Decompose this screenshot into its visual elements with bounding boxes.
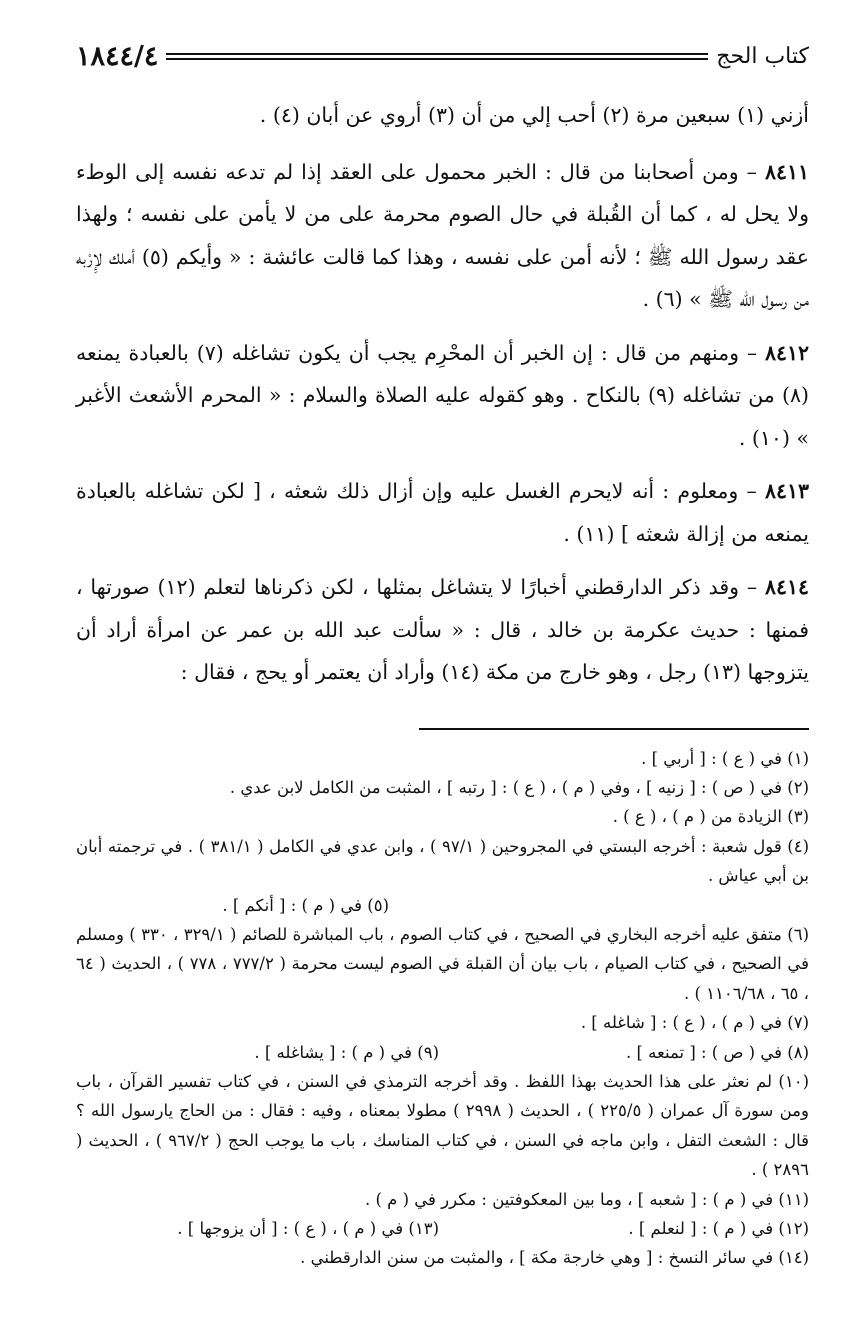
paragraph-8413 (76, 470, 809, 555)
footnote-7: (٧) في ( م ) ، ( ع ) : [ شاغله ] . (580, 1013, 809, 1033)
footnote-10: (١٠) لم نعثر على هذا الحديث بهذا اللفظ . وقد أخرجه الترمذي في السنن ، في كتاب تفسير القرآن ، باب ومن سورة آل عمران ( ٢٢٥/٥ ) ، الحديث ( ٢٩٩٨ ) مطولا بمعناه ، وفيه : فقال : من الحاج يارسول الله ؟ قال : الشعث التفل ، وابن ماجه في السنن ، في كتاب المناسك ، باب ما يوجب الحج ( ٩٦٧/٢ ) ، الحديث ( ٢٨٩٦ ) . (76, 1071, 809, 1180)
paragraph-continuation (76, 94, 809, 137)
paragraph-text: – ومن أصحابنا من قال : الخبر محمول على العقد إذا لم تدعه نفسه إلى الوطء ولا يحل له ، كما أن القُبلة في حال الصوم محرمة على من لا يأمن على نفسه ؛ ولهذا عقد رسول الله ﷺ ؛ لأنه أمن على نفسه ، وهذا كما قالت عائشة : « وأيكم (٥) أملك لإِرْبه من رسول الله ﷺ » (٦) . (76, 159, 809, 311)
footnote-5: (٥) في ( م ) : [ أنكم ] . (222, 895, 389, 915)
paragraph-8411 (76, 151, 809, 321)
footnote-13: (١٣) في ( م ) ، ( ع ) : [ أن يزوجها ] . (177, 1219, 439, 1238)
footnote-14: (١٤) في سائر النسخ : [ وهي خارجة مكة ] ، والمثبت من سنن الدارقطني . (300, 1248, 809, 1268)
paragraph-number: ٨٤١٢ (764, 340, 809, 365)
page-header (76, 38, 809, 74)
footnote-row-7 (76, 1008, 809, 1037)
footnote-separator (419, 728, 809, 730)
paragraph-8414 (76, 566, 809, 694)
paragraph-number: ٨٤١٣ (764, 479, 809, 503)
paragraph-text: أزني (١) سبعين مرة (٢) أحب إلي من أن (٣) أروي عن أبان (٤) . (259, 103, 809, 127)
page-number: ١٨٤٤/٤ (76, 40, 159, 72)
paragraph-8412 (76, 332, 809, 460)
footnote-6: (٦) متفق عليه أخرجه البخاري في الصحيح ، في كتاب الصوم ، باب المباشرة للصائم ( ٣٢٩/١ ، ٣٣٠ ) ومسلم في الصحيح ، في كتاب الصيام ، باب بيان أن القبلة في الصوم ليست محرمة ( ٧٧٧/٢ ، ٧٧٨ ) ، الحديث ( ٦٤ ، ٦٥ ، ١١٠٦/٦٨ ) . (76, 924, 809, 1003)
footnote-8: (٨) في ( ص ) : [ تمنعه ] . (625, 1042, 809, 1062)
footnote-1: (١) في ( ع ) : [ أربي ] . (641, 748, 809, 768)
main-text (76, 94, 809, 694)
footnote-row-8-9 (76, 1038, 809, 1067)
footnote-12: (١٢) في ( م ) : [ لنعلم ] . (628, 1219, 809, 1238)
book-title: كتاب الحج (716, 43, 809, 69)
paragraph-text: – وقد ذكر الدارقطني أخبارًا لا يتشاغل بمثلها ، لكن ذكرناها لتعلم (١٢) صورتها ، فمنها : حديث عكرمة بن خالد ، قال : « سألت عبد الله بن عمر عن امرأة أراد أن يتزوجها (١٣) رجل ، وهو خارج من مكة (١٤) وأراد أن يعتمر أو يحج ، فقال : (76, 575, 809, 684)
footnote-9: (٩) في ( م ) : [ يشاغله ] . (254, 1042, 439, 1062)
header-rule (166, 53, 708, 60)
paragraph-text: – ومعلوم : أنه لايحرم الغسل عليه وإن أزال ذلك شعثه ، [ لكن تشاغله بالعبادة يمنعه من إزالة شعثه ] (١١) . (76, 479, 809, 546)
footnote-4: (٤) قول شعبة : أخرجه البستي في المجروحين ( ٩٧/١ ) ، وابن عدي في الكامل ( ٣٨١/١ ) . في ترجمته أبان بن أبي عياش . (76, 836, 809, 886)
footnote-row-12-13 (76, 1214, 809, 1243)
footnote-2: (٢) في ( ص ) : [ زنيه ] ، وفي ( م ) ، ( ع ) : [ رتبه ] ، المثبت من الكامل لابن عدي . (229, 777, 809, 797)
footnote-3: (٣) الزيادة من ( م ) ، ( ع ) . (612, 807, 809, 827)
footnotes (76, 744, 809, 1273)
paragraph-text: – ومنهم من قال : إن الخبر أن المحْرِم يجب أن يكون تشاغله (٧) بالعبادة يمنعه (٨) من تشاغله (٩) بالنكاح . وهو كقوله عليه الصلاة والسلام : « المحرم الأشعث الأغبر » (١٠) . (76, 340, 809, 450)
footnote-11: (١١) في ( م ) : [ شعبه ] ، وما بين المعكوفتين : مكرر في ( م ) . (364, 1189, 809, 1209)
paragraph-number: ٨٤١٤ (764, 575, 809, 599)
paragraph-number: ٨٤١١ (764, 159, 809, 184)
